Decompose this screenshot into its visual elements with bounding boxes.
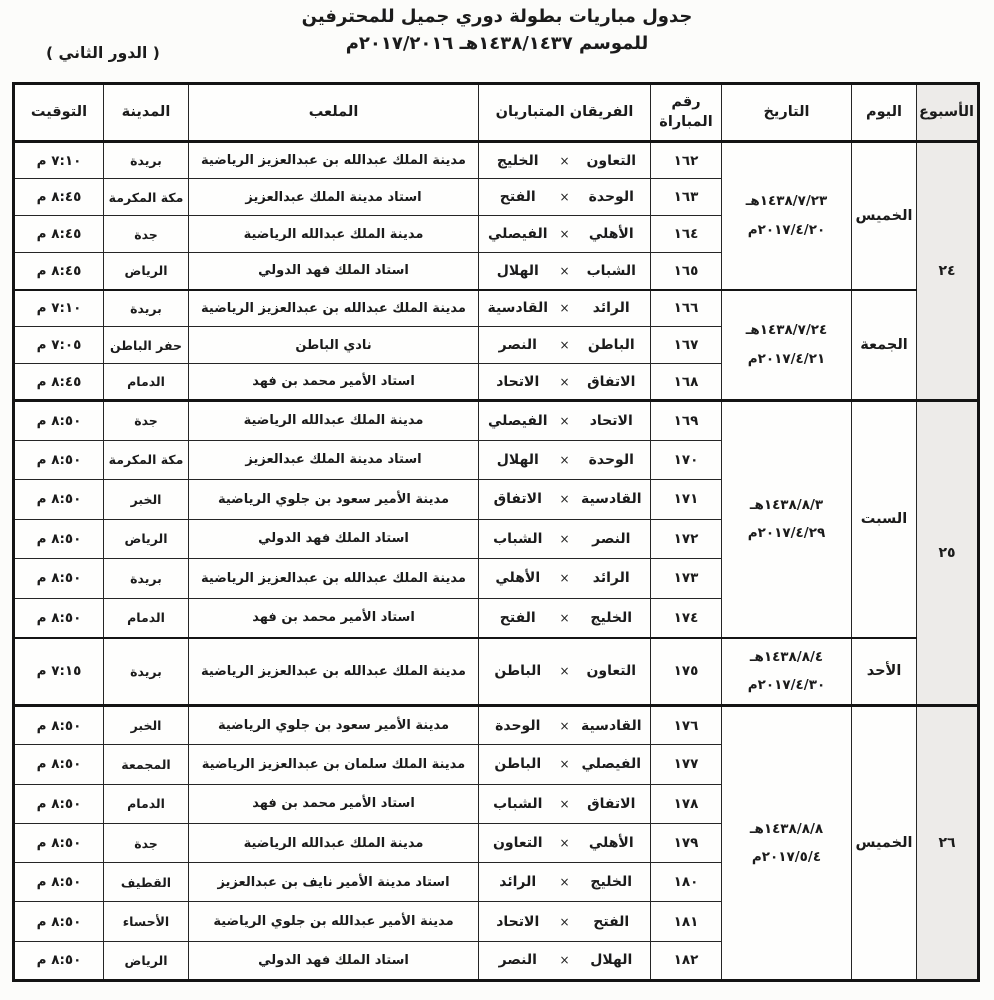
day-cell: الأحد [852,638,917,706]
team-away: الرائد [499,874,537,891]
city-cell: الخبر [104,706,189,745]
team-away: الفيصلي [487,226,548,242]
team-home: الفيصلي [581,756,642,773]
vs-symbol: × [559,227,570,241]
table-row [14,142,979,179]
vs-symbol: × [559,413,570,428]
date-hijri: ١٤٣٨/٨/٤هـ [749,648,824,665]
vs-symbol: × [559,153,570,168]
city-cell: مكة المكرمة [104,179,189,216]
teams-cell [479,706,651,745]
round-note: ( الدور الثاني ) [46,44,160,62]
team-away: الهلال [496,451,539,468]
team-away: الفيصلي [487,412,548,429]
vs-symbol: × [559,190,570,204]
match-number-cell: ١٧٠ [651,440,722,480]
match-number-cell: ١٧٩ [651,823,722,862]
team-away: الهلال [496,262,539,279]
date-gregorian: ٢٠١٧/٤/٢٩م [747,525,826,542]
vs-symbol: × [559,953,570,968]
stadium-cell: مدينة الملك عبدالله الرياضية [189,823,479,862]
match-number-cell: ١٦٤ [651,216,722,253]
city-cell: بريدة [104,142,189,179]
team-away: الشباب [493,530,543,547]
team-home: الفتح [593,913,630,930]
match-number-cell: ١٦٧ [651,327,722,364]
week-cell: ٢٤ [917,142,979,401]
city-cell: بريدة [104,638,189,706]
stadium-cell: نادي الباطن [189,327,479,364]
header-row [14,84,979,142]
vs-symbol: × [559,531,570,546]
date-gregorian: ٢٠١٧/٤/٢١م [747,350,826,367]
team-home: القادسية [580,717,642,734]
city-cell: حفر الباطن [104,327,189,364]
team-home: الشباب [586,262,636,279]
team-home: الأهلي [588,226,634,242]
team-away: القادسية [487,300,549,317]
stadium-cell: مدينة الملك عبدالله بن عبدالعزيز الرياضية [189,142,479,179]
stadium-cell: مدينة الأمير سعود بن جلوي الرياضية [189,480,479,520]
day-cell: الخميس [852,706,917,981]
teams-cell [479,598,651,638]
team-home: الخليج [590,609,633,626]
stadium-cell: مدينة الملك عبدالله بن عبدالعزيز الرياضية [189,638,479,706]
schedule-table [12,82,980,982]
team-away: الخليج [496,152,539,169]
team-home: النصر [592,530,631,547]
city-cell: جدة [104,216,189,253]
team-home: الاتحاد [589,412,633,429]
teams-cell [479,941,651,980]
match-number-cell: ١٧٢ [651,519,722,559]
vs-symbol: × [559,452,570,467]
date-gregorian: ٢٠١٧/٤/٣٠م [747,677,826,694]
match-number-cell: ١٧٤ [651,598,722,638]
day-cell: الخميس [852,142,917,290]
vs-symbol: × [559,338,570,352]
day-cell: السبت [852,401,917,638]
vs-symbol: × [559,492,570,507]
date-cell [722,290,852,401]
team-home: الباطن [587,337,635,353]
city-cell: الرياض [104,253,189,290]
match-number-cell: ١٦٣ [651,179,722,216]
city-cell: المجمعة [104,745,189,784]
city-cell: الرياض [104,941,189,980]
date-hijri: ١٤٣٨/٨/٨هـ [749,820,824,837]
vs-symbol: × [559,374,570,389]
vs-symbol: × [559,301,570,316]
team-home: الرائد [592,570,630,587]
time-cell: ٨:٥٠ م [14,941,104,980]
teams-cell [479,401,651,441]
vs-symbol: × [559,914,570,929]
time-cell: ٨:٥٠ م [14,902,104,941]
date-cell [722,401,852,638]
time-cell: ٨:٥٠ م [14,863,104,902]
time-cell: ٨:٤٥ م [14,253,104,290]
time-cell: ٨:٤٥ م [14,179,104,216]
team-home: الاتفاق [587,795,636,812]
match-number-cell: ١٦٥ [651,253,722,290]
team-home: الهلال [590,952,633,969]
time-cell: ٨:٥٠ م [14,401,104,441]
date-cell [722,706,852,981]
time-cell: ٨:٥٠ م [14,823,104,862]
teams-cell [479,253,651,290]
teams-cell [479,519,651,559]
teams-cell [479,823,651,862]
team-away: الشباب [493,795,543,812]
team-away: الاتحاد [496,373,540,390]
stadium-cell: استاد الأمير محمد بن فهد [189,364,479,401]
table-row [14,290,979,327]
match-number-cell: ١٧٥ [651,638,722,706]
team-home: الرائد [592,300,630,317]
city-cell: الرياض [104,519,189,559]
team-away: النصر [498,952,537,969]
date-gregorian: ٢٠١٧/٤/٢٠م [747,221,826,238]
header-teams: الفريقان المتباريان [479,84,651,142]
team-away: الاتحاد [496,913,540,930]
teams-cell [479,902,651,941]
header-stadium: الملعب [189,84,479,142]
date-hijri: ١٤٣٨/٨/٣هـ [749,496,824,513]
date-gregorian: ٢٠١٧/٥/٤م [751,849,822,866]
stadium-cell: مدينة الأمير سعود بن جلوي الرياضية [189,706,479,745]
stadium-cell: استاد مدينة الملك عبدالعزيز [189,440,479,480]
teams-cell [479,216,651,253]
teams-cell [479,480,651,520]
header-day: اليوم [852,84,917,142]
time-cell: ٧:١٠ م [14,290,104,327]
team-home: الأهلي [588,835,634,852]
team-home: الوحدة [588,451,634,468]
stadium-cell: مدينة الملك سلمان بن عبدالعزيز الرياضية [189,745,479,784]
header-city: المدينة [104,84,189,142]
stadium-cell: استاد مدينة الملك عبدالعزيز [189,179,479,216]
match-number-cell: ١٧١ [651,480,722,520]
city-cell: الدمام [104,598,189,638]
vs-symbol: × [559,875,570,890]
match-number-cell: ١٦٢ [651,142,722,179]
table-row [14,638,979,706]
teams-cell [479,784,651,823]
time-cell: ٧:٠٥ م [14,327,104,364]
match-number-cell: ١٧٣ [651,559,722,599]
city-cell: الخبر [104,480,189,520]
team-away: الباطن [494,756,542,773]
stadium-cell: مدينة الملك عبدالله الرياضية [189,216,479,253]
header-time: التوقيت [14,84,104,142]
match-number-cell: ١٦٩ [651,401,722,441]
match-number-cell: ١٧٧ [651,745,722,784]
team-away: الفتح [499,189,536,205]
team-home: الاتفاق [587,373,636,390]
team-home: التعاون [586,152,637,169]
date-cell [722,142,852,290]
vs-symbol: × [559,796,570,811]
team-away: الفتح [499,609,536,626]
page-title: جدول مباريات بطولة دوري جميل للمحترفين [301,6,693,27]
time-cell: ٨:٤٥ م [14,364,104,401]
team-home: القادسية [580,491,642,508]
stadium-cell: استاد الأمير محمد بن فهد [189,784,479,823]
time-cell: ٨:٥٠ م [14,706,104,745]
team-away: الباطن [494,663,542,680]
date-cell [722,638,852,706]
stadium-cell: استاد مدينة الأمير نايف بن عبدالعزيز [189,863,479,902]
team-home: الخليج [590,874,633,891]
teams-cell [479,364,651,401]
teams-cell [479,559,651,599]
stadium-cell: مدينة الملك عبدالله بن عبدالعزيز الرياضية [189,290,479,327]
match-number-cell: ١٧٦ [651,706,722,745]
stadium-cell: مدينة الملك عبدالله بن عبدالعزيز الرياضية [189,559,479,599]
time-cell: ٧:١٠ م [14,142,104,179]
city-cell: الدمام [104,784,189,823]
team-away: التعاون [492,835,543,852]
teams-cell [479,179,651,216]
teams-cell [479,745,651,784]
vs-symbol: × [559,718,570,733]
time-cell: ٨:٥٠ م [14,480,104,520]
team-away: الوحدة [495,717,541,734]
vs-symbol: × [559,836,570,851]
week-cell: ٢٦ [917,706,979,981]
time-cell: ٨:٥٠ م [14,784,104,823]
teams-cell [479,863,651,902]
match-number-cell: ١٨٠ [651,863,722,902]
vs-symbol: × [559,610,570,625]
time-cell: ٨:٥٠ م [14,598,104,638]
day-cell: الجمعة [852,290,917,401]
time-cell: ٨:٥٠ م [14,745,104,784]
team-home: التعاون [586,663,637,680]
team-away: النصر [498,337,537,353]
teams-cell [479,290,651,327]
teams-cell [479,440,651,480]
city-cell: جدة [104,401,189,441]
vs-symbol: × [559,664,570,679]
teams-cell [479,142,651,179]
team-away: الاتفاق [493,491,542,508]
city-cell: الدمام [104,364,189,401]
vs-symbol: × [559,757,570,772]
match-number-cell: ١٨٢ [651,941,722,980]
stadium-cell: استاد الملك فهد الدولي [189,941,479,980]
season-subtitle: للموسم ١٤٣٨/١٤٣٧هـ ٢٠١٧/٢٠١٦م [345,33,649,54]
table-row [14,401,979,441]
city-cell: بريدة [104,559,189,599]
time-cell: ٨:٥٠ م [14,519,104,559]
match-number-cell: ١٧٨ [651,784,722,823]
vs-symbol: × [559,263,570,278]
date-hijri: ١٤٣٨/٧/٢٤هـ [745,322,828,339]
date-hijri: ١٤٣٨/٧/٢٣هـ [745,193,828,210]
city-cell: بريدة [104,290,189,327]
stadium-cell: استاد الملك فهد الدولي [189,519,479,559]
time-cell: ٨:٥٠ م [14,440,104,480]
teams-cell [479,638,651,706]
header-week: الأسبوع [917,84,979,142]
table-row [14,706,979,745]
city-cell: الأحساء [104,902,189,941]
match-number-cell: ١٦٨ [651,364,722,401]
header-match-no: رقم المباراة [651,84,722,142]
stadium-cell: مدينة الأمير عبدالله بن جلوي الرياضية [189,902,479,941]
time-cell: ٨:٤٥ م [14,216,104,253]
stadium-cell: مدينة الملك عبدالله الرياضية [189,401,479,441]
vs-symbol: × [559,571,570,586]
teams-cell [479,327,651,364]
city-cell: جدة [104,823,189,862]
time-cell: ٨:٥٠ م [14,559,104,599]
city-cell: القطيف [104,863,189,902]
stadium-cell: استاد الأمير محمد بن فهد [189,598,479,638]
team-away: الأهلي [495,570,541,587]
city-cell: مكة المكرمة [104,440,189,480]
team-home: الوحدة [588,189,634,205]
stadium-cell: استاد الملك فهد الدولي [189,253,479,290]
match-number-cell: ١٨١ [651,902,722,941]
header-date: التاريخ [722,84,852,142]
week-cell: ٢٥ [917,401,979,706]
match-number-cell: ١٦٦ [651,290,722,327]
time-cell: ٧:١٥ م [14,638,104,706]
